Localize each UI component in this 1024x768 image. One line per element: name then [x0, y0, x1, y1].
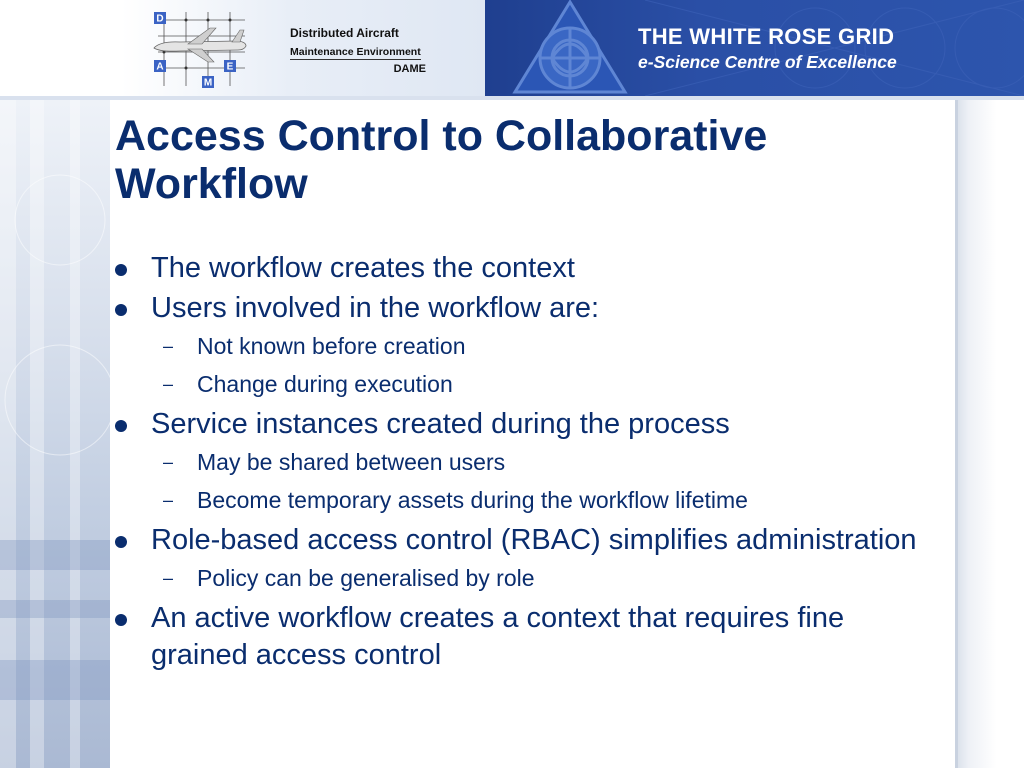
svg-text:E: E [226, 61, 234, 73]
bullet-item [113, 600, 943, 674]
svg-text:M: M [203, 77, 213, 89]
svg-text:A: A [156, 61, 164, 73]
bullet-dot-icon [115, 420, 127, 432]
dame-line1: Distributed Aircraft [290, 26, 399, 40]
bullet-dot-icon [115, 304, 127, 316]
sub-bullet-item [113, 330, 943, 362]
slide-title: Access Control to Collaborative Workflow [115, 112, 768, 208]
sub-bullet-text: Change during execution [197, 371, 453, 397]
sub-bullet-text: Become temporary assets during the workflow lifetime [197, 487, 748, 513]
sub-bullet-item [113, 446, 943, 478]
sub-bullet-item [113, 562, 943, 594]
bullet-text: An active workflow creates a context that requires fine grained access control [151, 602, 845, 671]
bullet-text: Service instances created during the process [151, 408, 730, 440]
dash-icon: – [163, 374, 174, 394]
bullet-text: Role-based access control (RBAC) simplifies administration [151, 524, 917, 556]
right-edge-line [955, 100, 958, 768]
dame-line2: Maintenance Environment [290, 46, 421, 58]
dame-airplane-logo [150, 8, 250, 90]
bullet-list [113, 250, 943, 677]
bullet-text: Users involved in the workflow are: [151, 292, 600, 324]
dash-icon: – [163, 336, 174, 356]
wrg-title: THE WHITE ROSE GRID [638, 24, 895, 49]
bullet-text: The workflow creates the context [151, 252, 575, 284]
white-rose-logo [505, 0, 635, 96]
sub-bullet-text: May be shared between users [197, 449, 506, 475]
bullet-item [113, 522, 943, 559]
sub-bullet-text: Policy can be generalised by role [197, 565, 535, 591]
bullet-dot-icon [115, 264, 127, 276]
sub-bullet-item [113, 484, 943, 516]
header-banner [0, 0, 1024, 96]
wrg-subtitle: e-Science Centre of Excellence [638, 52, 897, 72]
sub-bullet-item [113, 368, 943, 400]
bullet-dot-icon [115, 614, 127, 626]
sub-bullet-text: Not known before creation [197, 333, 466, 359]
right-decorative-strip [955, 100, 1024, 768]
dame-banner-panel [0, 0, 485, 96]
svg-text:D: D [156, 13, 164, 25]
dash-icon: – [163, 452, 174, 472]
dame-line3: DAME [393, 63, 426, 75]
banner-divider [0, 96, 1024, 100]
dame-banner-text [290, 26, 440, 75]
bullet-item [113, 406, 943, 443]
bullet-item [113, 290, 943, 327]
bullet-item [113, 250, 943, 287]
dash-icon: – [163, 490, 174, 510]
dash-icon: – [163, 568, 174, 588]
bullet-dot-icon [115, 536, 127, 548]
left-decorative-strip [0, 100, 110, 768]
